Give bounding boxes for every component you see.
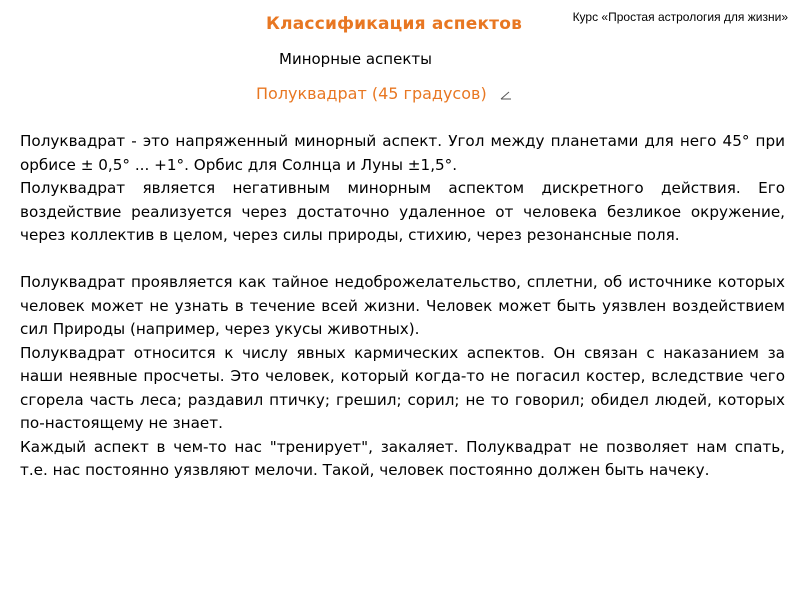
aspect-heading: Полуквадрат (45 градусов) bbox=[256, 84, 487, 103]
paragraph-manifestation: Полуквадрат проявляется как тайное недоброжелательство, сплетни, об источнике которых человек может не узнать в течение всей жизни. Человек может быть уязвлен воздействием сил Природы (например, через укусы животных). bbox=[20, 273, 785, 338]
course-name: Курс «Простая астрология для жизни» bbox=[572, 10, 788, 24]
paragraph-definition: Полуквадрат - это напряженный минорный аспект. Угол между планетами для него 45° при орбисе ± 0,5° ... +1°. Орбис для Солнца и Луны ±1,5°. bbox=[20, 132, 785, 174]
paragraph-training: Каждый аспект в чем-то нас "тренирует", закаляет. Полуквадрат не позволяет нам спать, т.е. нас постоянно уязвляют мелочи. Такой, человек постоянно должен быть начеку. bbox=[20, 437, 785, 479]
paragraph-karmic: Полуквадрат относится к числу явных кармических аспектов. Он связан с наказанием за наши неявные просчеты. Это человек, который когда-то не погасил костер, вследствие чего сгорела часть леса; раздавил птичку; грешил; сорил; не то говорил; обидел людей, которых по-настоящему не знает. bbox=[20, 343, 785, 432]
section-subtitle: Минорные аспекты bbox=[279, 50, 432, 68]
aspect-heading-row bbox=[256, 84, 512, 104]
paragraph-negative-action: Полуквадрат является негативным минорным аспектом дискретного действия. Его воздействие реализуется через достаточно удаленное от человека безликое окружение, через коллектив в целом, через силы природы, стихию, через резонансные поля. bbox=[20, 179, 785, 244]
page-title: Классификация аспектов bbox=[266, 14, 523, 34]
semisquare-angle-icon bbox=[500, 85, 512, 104]
article-body bbox=[20, 130, 785, 483]
